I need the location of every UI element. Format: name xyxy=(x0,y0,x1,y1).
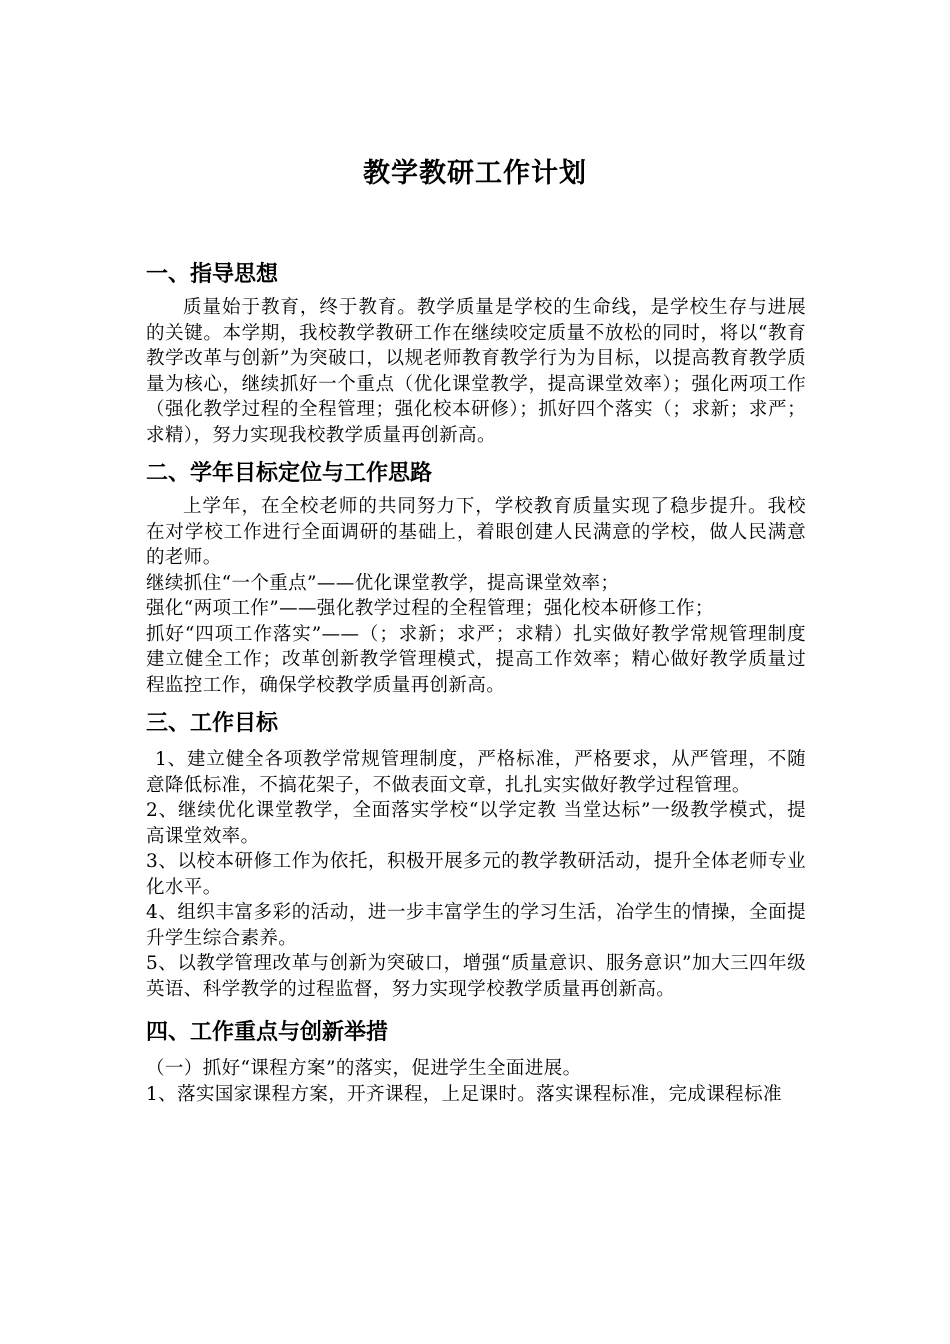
paragraph: 上学年，在全校老师的共同努力下，学校教育质量实现了稳步提升。我校在对学校工作进行全面调研的基础上，着眼创建人民满意的学校，做人民满意的老师。 xyxy=(146,496,806,568)
list-item: 2、继续优化课堂教学，全面落实学校“以学定教 当堂达标”一级教学模式，提高课堂效率。 xyxy=(146,800,806,847)
paragraph: 抓好“四项工作落实”——（；求新；求严；求精）扎实做好教学常规管理制度建立健全工作；改革创新教学管理模式，提高工作效率；精心做好教学质量过程监控工作，确保学校教学质量再创新高。 xyxy=(146,623,806,696)
section-heading: 三、工作目标 xyxy=(146,710,279,736)
section-guiding-ideology xyxy=(146,258,806,448)
document-title: 教学教研工作计划 xyxy=(363,158,587,189)
list-item: 3、以校本研修工作为依托，积极开展多元的教学教研活动，提升全体老师专业化水平。 xyxy=(146,851,806,898)
document-body xyxy=(146,255,806,1107)
section-work-targets xyxy=(146,707,806,1002)
section-heading: 二、学年目标定位与工作思路 xyxy=(146,460,433,486)
paragraph: 继续抓住“一个重点”——优化课堂教学，提高课堂效率； xyxy=(146,572,620,594)
list-item: 5、以教学管理改革与创新为突破口，增强“质量意识、服务意识”加大三四年级英语、科学教学的过程监督，努力实现学校教学质量再创新高。 xyxy=(146,953,806,1000)
paragraph: 强化“两项工作”——强化教学过程的全程管理；强化校本研修工作； xyxy=(146,598,714,619)
list-item: 4、组织丰富多彩的活动，进一步丰富学生的学习生活，冶学生的情操，全面提升学生综合素养。 xyxy=(146,902,806,949)
paragraph: （一）抓好“课程方案”的落实，促进学生全面进展。 xyxy=(146,1058,582,1079)
section-heading: 四、工作重点与创新举措 xyxy=(146,1019,389,1045)
section-key-tasks xyxy=(146,1016,806,1107)
section-heading: 一、指导思想 xyxy=(146,261,279,287)
paragraph: 质量始于教育，终于教育。教学质量是学校的生命线，是学校生存与进展的关键。本学期，我校教学教研工作在继续咬定质量不放松的同时，将以“教育教学改革与创新”为突破口，以规老师教育教学行为为目标，以提高教育教学质量为核心，继续抓好一个重点（优化课堂教学，提高课堂效率）；强化两项工作（强化教学过程的全程管理；强化校本研修）；抓好四个落实（；求新；求严；求精），努力实现我校教学质量再创新高。 xyxy=(146,297,806,446)
list-item: 1、落实国家课程方案，开齐课程，上足课时。落实课程标准，完成课程标准 xyxy=(146,1083,782,1105)
section-goals-and-approach xyxy=(146,457,806,698)
list-item: 1、建立健全各项教学常规管理制度，严格标准，严格要求，从严管理，不随意降低标准，不搞花架子，不做表面文章，扎扎实实做好教学过程管理。 xyxy=(146,749,806,796)
